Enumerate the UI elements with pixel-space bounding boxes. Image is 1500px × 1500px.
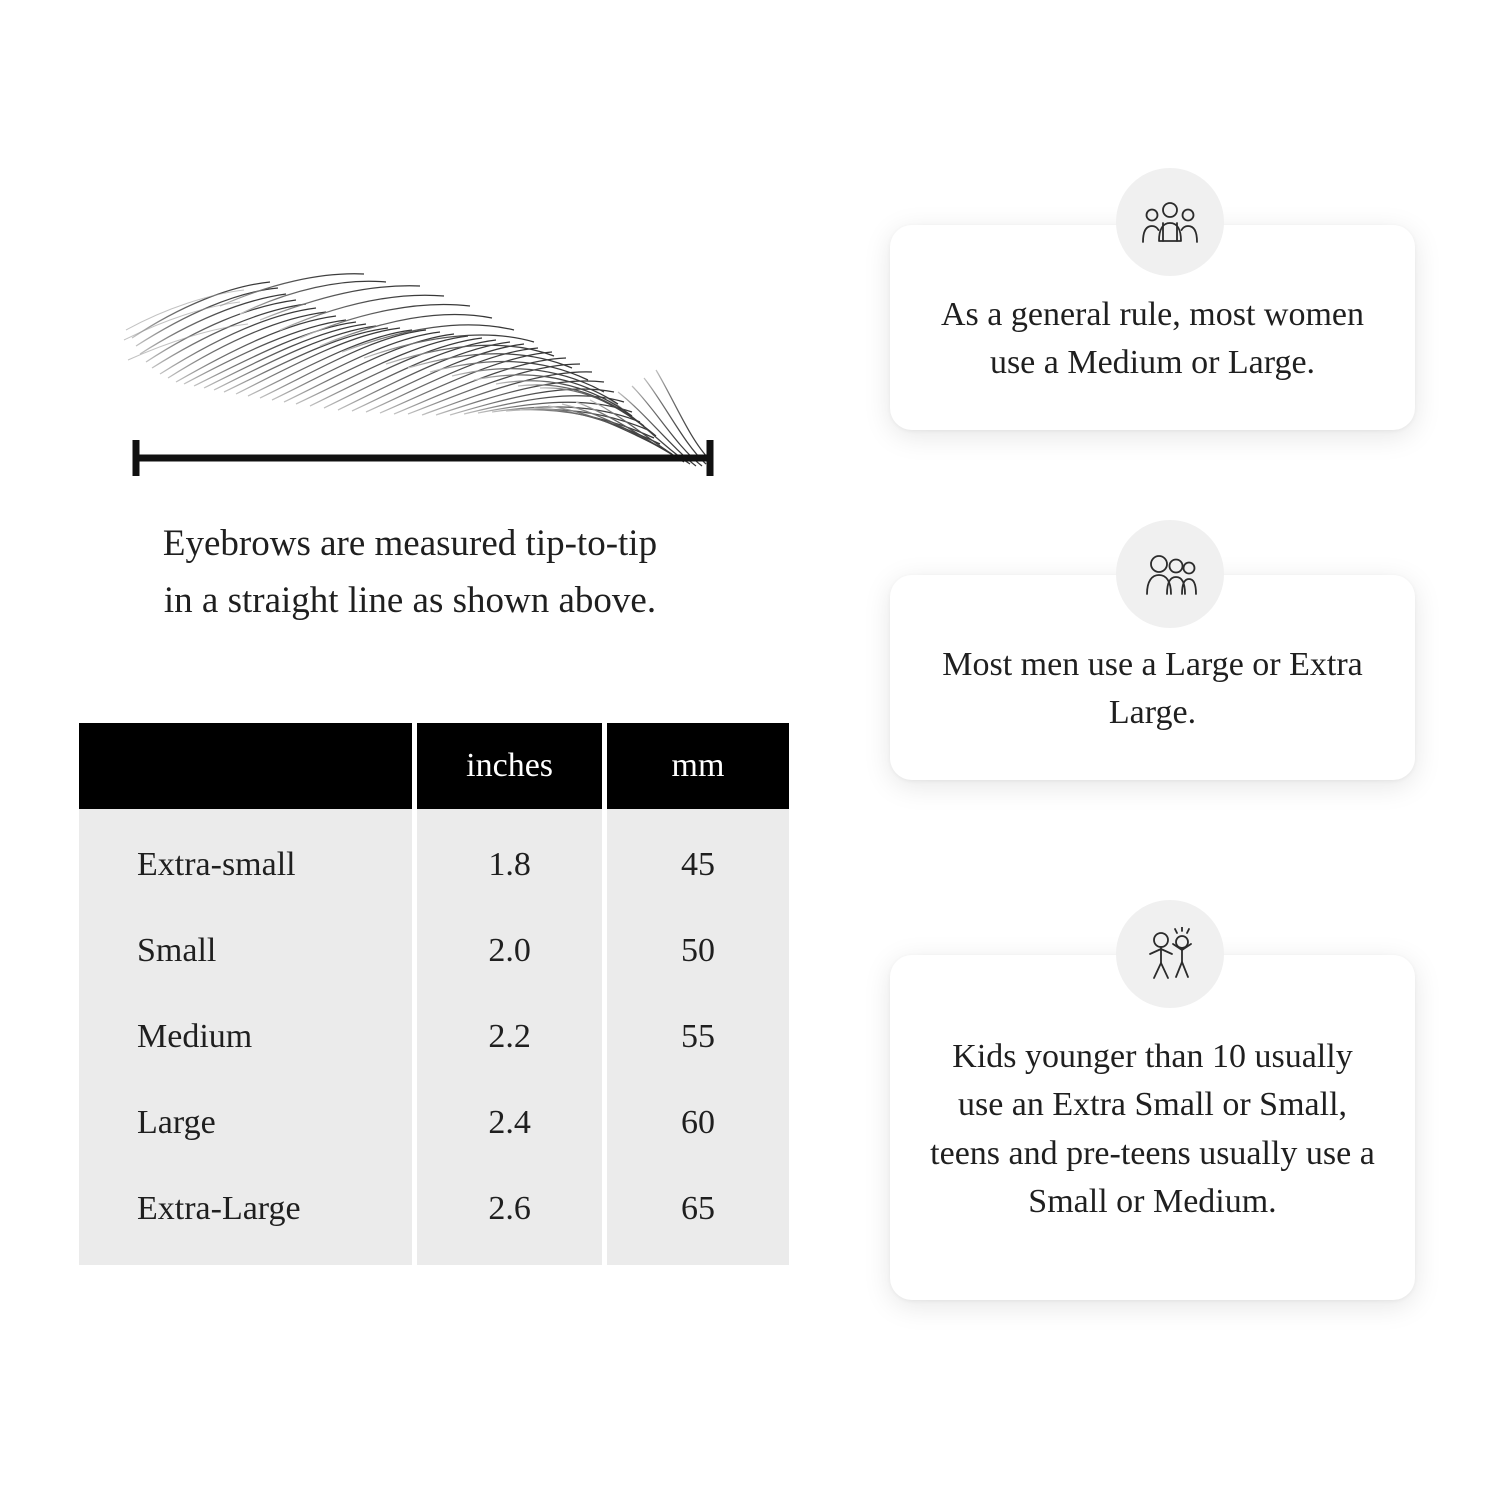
size-name: Extra-small: [79, 809, 412, 908]
right-column: [860, 0, 1480, 1500]
column-header-size: [79, 723, 412, 809]
column-header-mm: mm: [607, 723, 789, 809]
measure-caption: [75, 515, 745, 630]
size-mm: 65: [607, 1166, 789, 1265]
size-name: Small: [79, 908, 412, 994]
table-row: [79, 1080, 789, 1166]
info-card-men-text: Most men use a Large or Extra Large.: [942, 646, 1363, 732]
table-header-row: [79, 723, 789, 809]
table-row: [79, 809, 789, 908]
size-name: Medium: [79, 994, 412, 1080]
table-row: [79, 1166, 789, 1265]
size-table-head: [79, 723, 789, 809]
size-table-body: [79, 809, 789, 1265]
tip-to-tip-measure-bar: [134, 440, 712, 476]
info-card-kids-text: Kids younger than 10 usually use an Extra Small or Small, teens and pre-teens usually use a Small or Medium.: [930, 1038, 1375, 1220]
size-inches: 2.0: [417, 908, 602, 994]
size-name: Large: [79, 1080, 412, 1166]
size-inches: 1.8: [417, 809, 602, 908]
size-inches: 2.4: [417, 1080, 602, 1166]
size-mm: 55: [607, 994, 789, 1080]
table-row: [79, 994, 789, 1080]
measure-caption-line-1: Eyebrows are measured tip-to-tip: [162, 523, 658, 564]
eyebrow-illustration: [120, 210, 740, 480]
info-card-kids: [890, 955, 1415, 1300]
measure-caption-line-2: in a straight line as shown above.: [163, 580, 657, 622]
men-group-icon: [1116, 520, 1224, 628]
size-mm: 50: [607, 908, 789, 994]
column-header-inches: inches: [417, 723, 602, 809]
size-table: [74, 723, 794, 1265]
info-card-women-text: As a general rule, most women use a Medium or Large.: [941, 296, 1364, 382]
table-row: [79, 908, 789, 994]
size-inches: 2.2: [417, 994, 602, 1080]
women-group-icon: [1116, 168, 1224, 276]
kids-icon: [1116, 900, 1224, 1008]
size-mm: 60: [607, 1080, 789, 1166]
size-mm: 45: [607, 809, 789, 908]
size-inches: 2.6: [417, 1166, 602, 1265]
size-name: Extra-Large: [79, 1166, 412, 1265]
